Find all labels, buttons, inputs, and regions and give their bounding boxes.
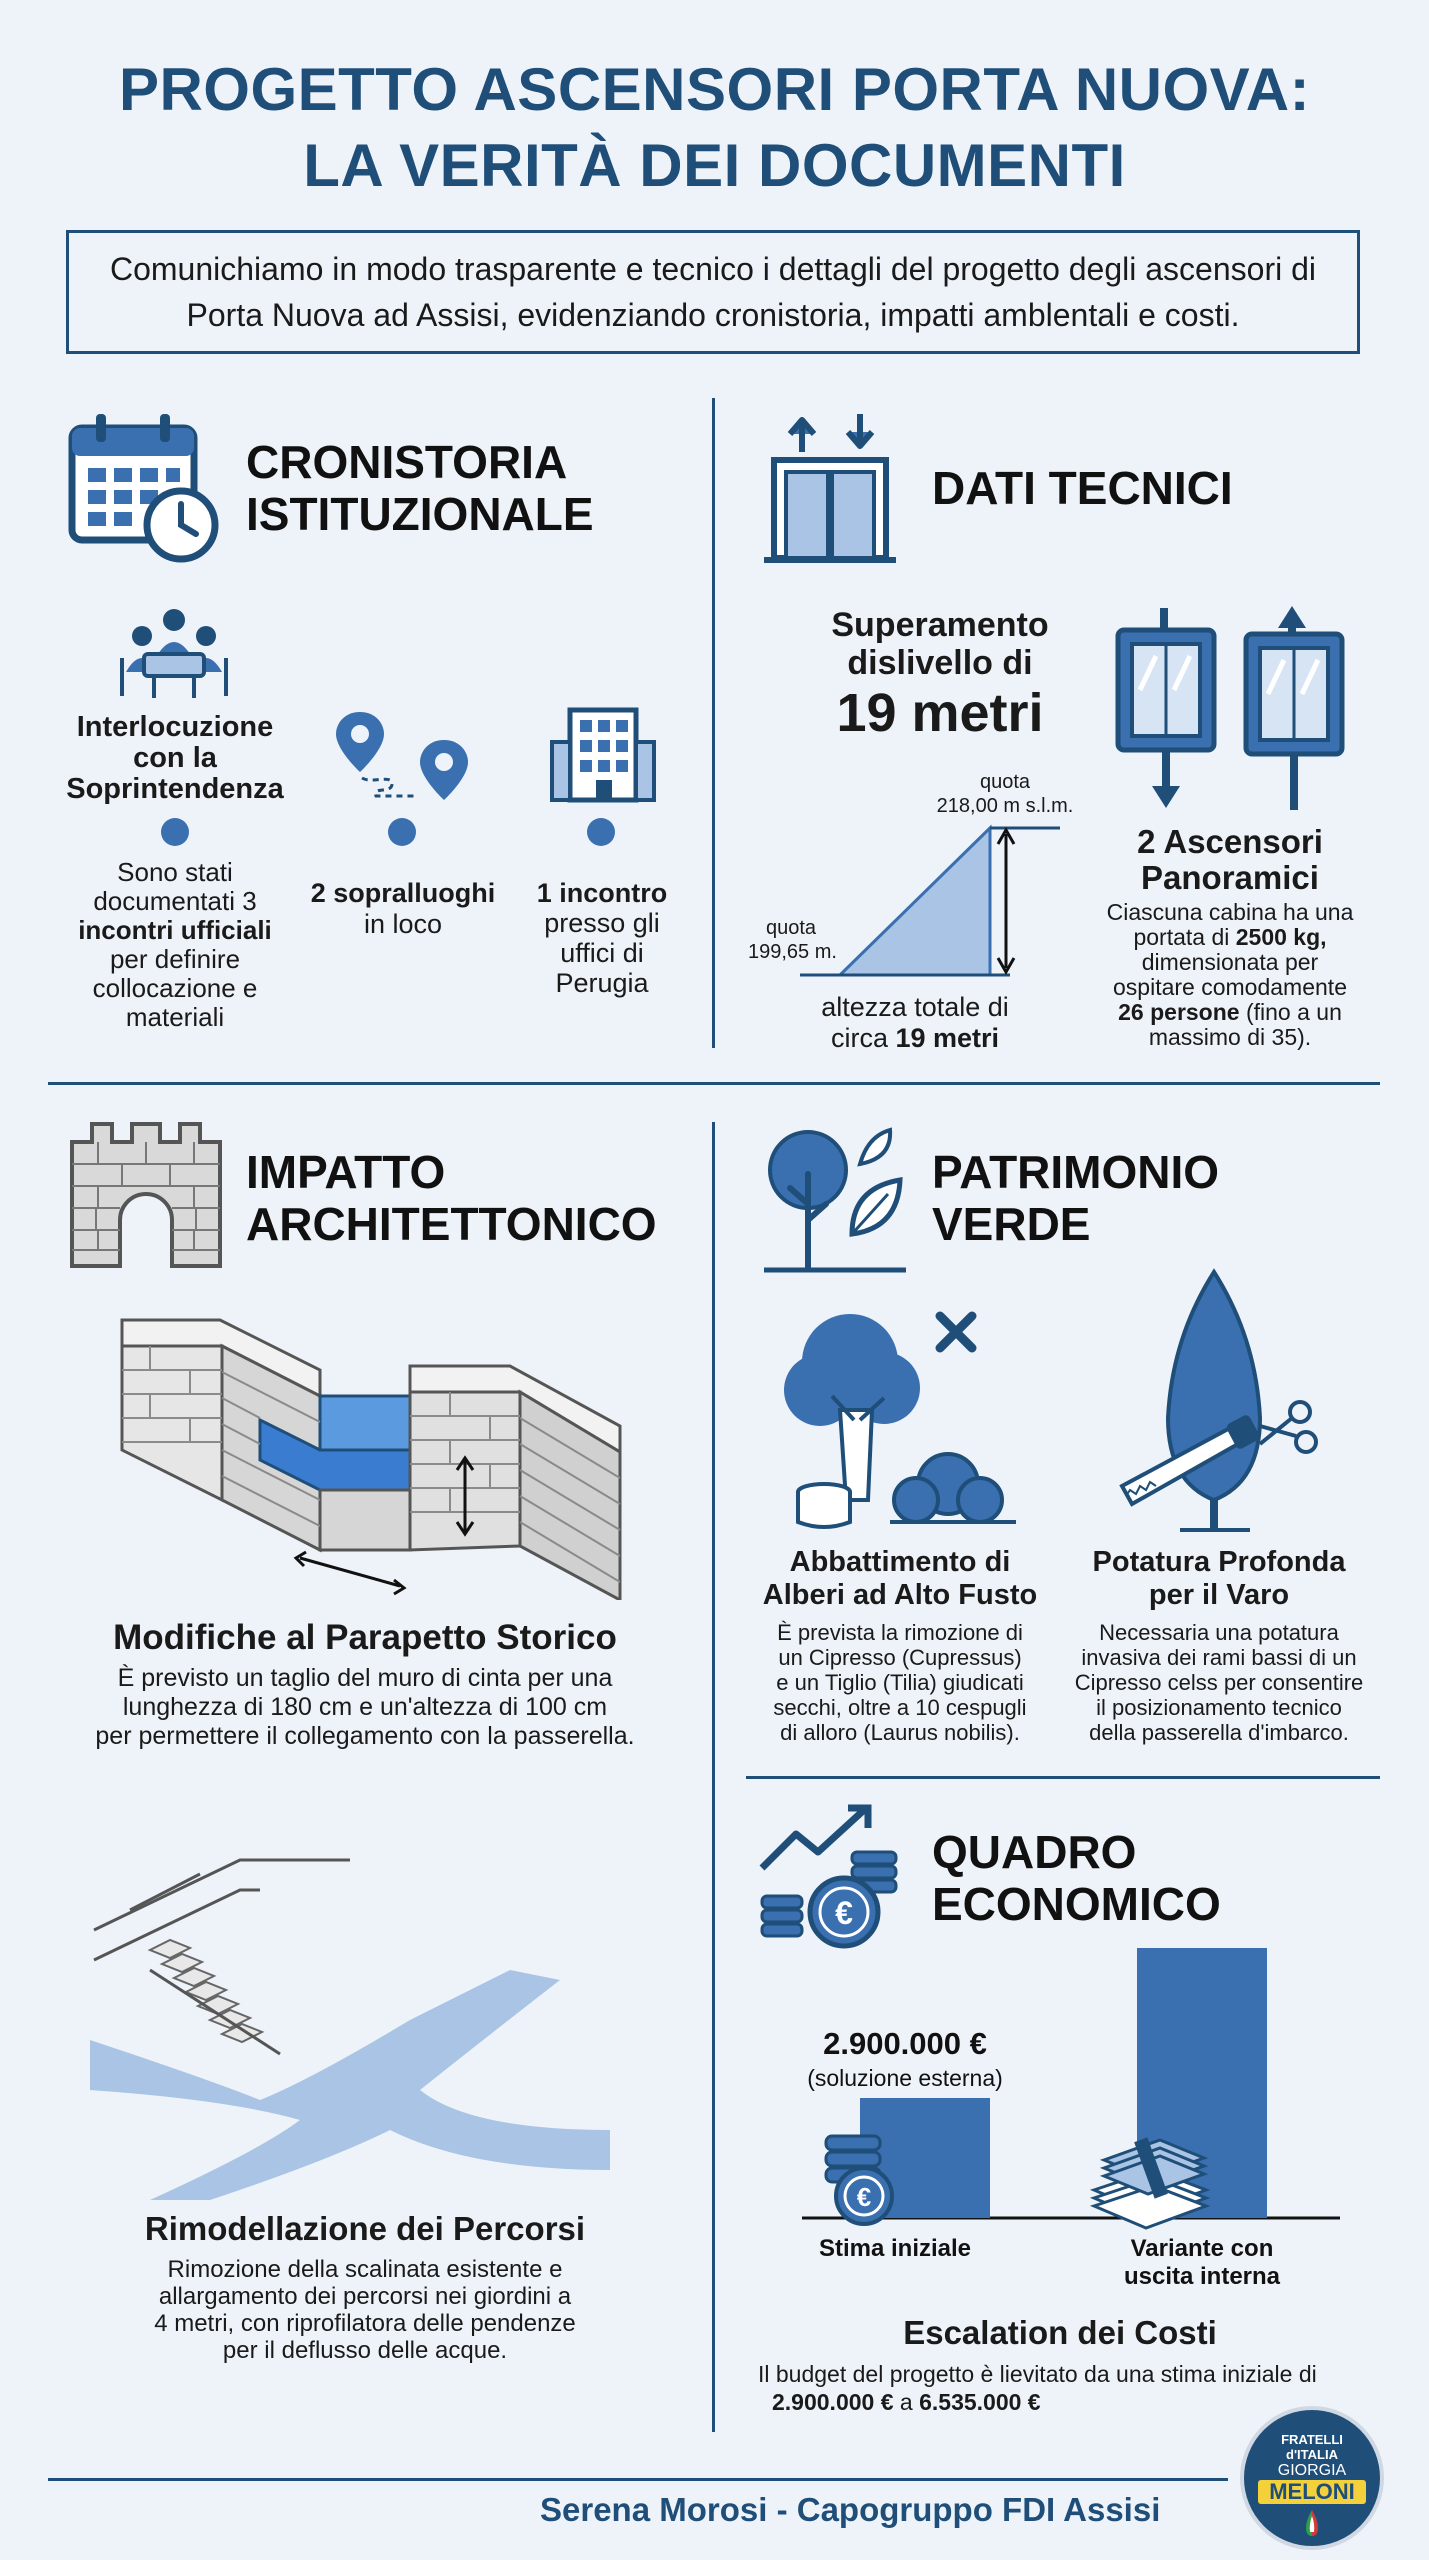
dati-tecnici-title: DATI TECNICI bbox=[932, 462, 1233, 514]
timeline-dot-1 bbox=[161, 818, 189, 846]
category-label-2-1: Variante con bbox=[1130, 2235, 1274, 2262]
height-text: altezza totale di circa 19 metri bbox=[821, 992, 1009, 1053]
item2-text: 2 sopralluoghi in loco bbox=[310, 878, 496, 939]
item1-title: Interlocuzione con la Soprintendenza bbox=[66, 711, 284, 805]
pruning-description: Necessaria una potatura invasiva dei rami bassi di un Cipresso celss per consentire il posizionamento tecnico della passerella d'imbarco. bbox=[1074, 1620, 1364, 1745]
castle-gate-icon bbox=[68, 1120, 224, 1270]
wall-description: È previsto un taglio del muro di cinta per una lunghezza di 180 cm e un'altezza di 100 cm per permettere il collegamento con la passerella. bbox=[95, 1664, 635, 1750]
timeline-dot-3 bbox=[587, 818, 615, 846]
map-pins-icon bbox=[332, 708, 472, 804]
elevator-icon bbox=[760, 408, 900, 568]
item1-text: Sono stati documentati 3 incontri ufficiali per definire collocazione e materiali bbox=[78, 857, 272, 1032]
dislivello-headline: Superamento dislivello di 19 metri bbox=[831, 606, 1049, 743]
quota-bottom-label: quota 199,65 m. bbox=[748, 917, 837, 963]
divider-footer bbox=[48, 2478, 1228, 2481]
logo-text-3: GIORGIA bbox=[1277, 2462, 1347, 2479]
footer-signature: Serena Morosi - Capogruppo FDI Assisi bbox=[540, 2491, 1161, 2528]
logo-text-1: FRATELLI bbox=[1281, 2432, 1343, 2447]
svg-text:€: € bbox=[835, 1895, 853, 1931]
panoramic-elevators-icon bbox=[1112, 604, 1352, 814]
cronistoria-title: CRONISTORIA ISTITUZIONALE bbox=[246, 436, 594, 540]
wall-cut-illustration bbox=[110, 1310, 630, 1600]
svg-text:€: € bbox=[856, 2182, 872, 2212]
cost-chart bbox=[740, 1940, 1380, 2300]
logo-text-2: d'ITALIA bbox=[1286, 2447, 1338, 2462]
tree-removal-description: È prevista la rimozione di un Cipresso (Cupressus) e un Tiglio (Tilia) giudicati secchi, oltre a 10 cespugli di alloro (Laurus nobilis). bbox=[773, 1620, 1027, 1745]
page-title-line2: LA VERITÀ DEI DOCUMENTI bbox=[303, 132, 1126, 199]
intro-text: Comunichiamo in modo trasparente e tecnico i dettagli del progetto degli ascensori di Porta Nuova ad Assisi, evidenziando cronistoria, impatti amblentali e costi. bbox=[109, 251, 1316, 333]
divider-vertical-top bbox=[712, 398, 715, 1048]
page-title-line1: PROGETTO ASCENSORI PORTA NUOVA: bbox=[118, 56, 1311, 123]
pruning-title: Potatura Profonda per il Varo bbox=[1092, 1546, 1346, 1611]
bar-value-label-1: 2.900.000 € bbox=[823, 2026, 987, 2061]
category-label-1-1: Stima iniziale bbox=[818, 2235, 972, 2262]
banknotes-icon bbox=[1090, 2120, 1210, 2230]
paths-illustration bbox=[90, 1830, 650, 2200]
logo-text-4: MELONI bbox=[1258, 2480, 1366, 2504]
tree-removal-illustration bbox=[780, 1300, 1020, 1540]
building-icon bbox=[548, 706, 658, 806]
party-logo bbox=[1240, 2406, 1384, 2550]
impatto-title: IMPATTO ARCHITETTONICO bbox=[246, 1146, 657, 1250]
flame-icon bbox=[1302, 2508, 1322, 2538]
divider-horizontal-right bbox=[746, 1776, 1380, 1779]
elevators-headline: 2 Ascensori Panoramici bbox=[1137, 823, 1323, 896]
tree-leaf-icon bbox=[760, 1124, 910, 1274]
timeline-dot-2 bbox=[388, 818, 416, 846]
elevators-description: Ciascuna cabina ha una portata di 2500 kg, dimensionata per ospitare comodamente 26 persone (fino a un massimo di 35). bbox=[1106, 899, 1354, 1050]
meeting-icon bbox=[114, 606, 234, 702]
pruning-illustration bbox=[1110, 1268, 1330, 1538]
patrimonio-title: PATRIMONIO VERDE bbox=[932, 1146, 1220, 1250]
divider-horizontal-middle bbox=[48, 1082, 1380, 1085]
quota-top-label: quota 218,00 m s.l.m. bbox=[936, 771, 1074, 817]
paths-description: Rimozione della scalinata esistente e allargamento dei percorsi nei giordini a 4 metri, con riprofilatora delle pendenze per il deflusso delle acque. bbox=[154, 2256, 576, 2364]
cost-bar-chart bbox=[740, 1940, 1380, 2300]
wall-title: Modifiche al Parapetto Storico bbox=[113, 1618, 617, 1657]
divider-vertical-bottom bbox=[712, 1122, 715, 2432]
cost-escalation-text: Il budget del progetto è lievitato da una stima iniziale di 2.900.000 € a 6.535.000 € bbox=[758, 2361, 1317, 2415]
bar-sublabel-1: (soluzione esterna) bbox=[807, 2065, 1003, 2091]
economico-title: QUADRO ECONOMICO bbox=[932, 1826, 1221, 1930]
coins-growth-icon bbox=[756, 1804, 902, 1950]
item3-text: 1 incontro presso gli uffici di Perugia bbox=[536, 878, 668, 998]
category-label-2-2: uscita interna bbox=[1123, 2263, 1281, 2290]
calendar-icon bbox=[68, 410, 223, 565]
coin-stack-icon bbox=[822, 2132, 900, 2228]
page-title bbox=[0, 52, 1429, 204]
tree-removal-title: Abbattimento di Alberi ad Alto Fusto bbox=[762, 1546, 1038, 1611]
paths-title: Rimodellazione dei Percorsi bbox=[144, 2210, 586, 2247]
intro-box bbox=[66, 230, 1360, 354]
cost-escalation-title: Escalation dei Costi bbox=[903, 2314, 1217, 2351]
